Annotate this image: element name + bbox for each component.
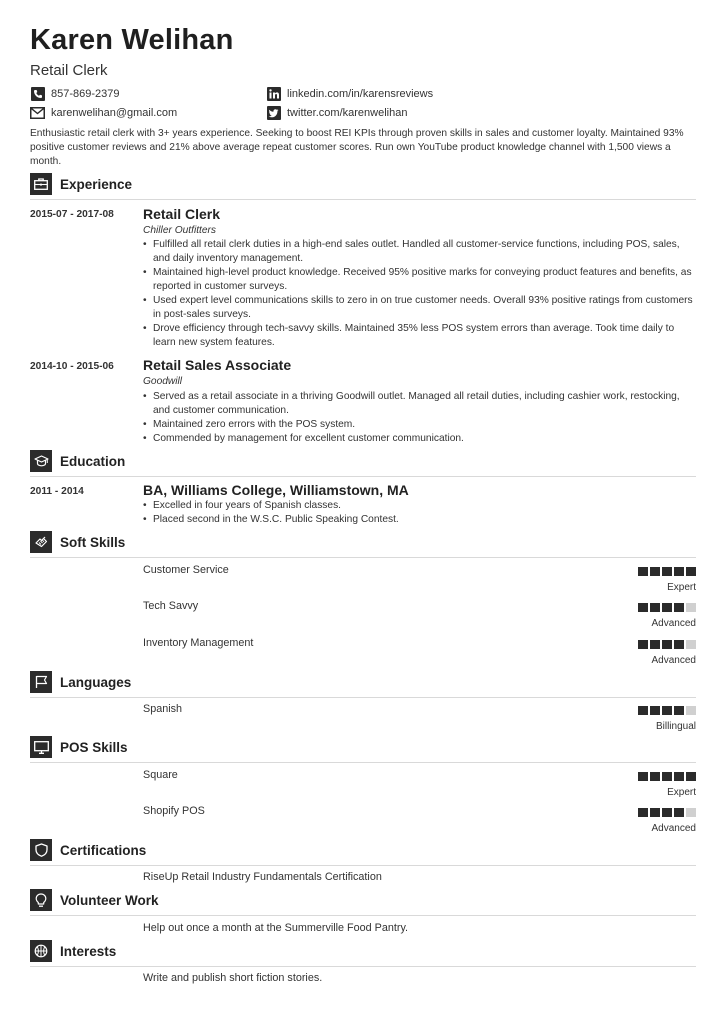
rating-box-filled [674,567,684,576]
rating-box-filled [650,603,660,612]
job-bullets [143,238,696,350]
skill-level [596,567,696,593]
job-title: Retail Clerk [143,206,221,222]
rating-box-filled [674,772,684,781]
list-item: • Placed second in the W.S.C. Public Speaking Contest. [143,513,696,527]
phone-text: 857-869-2379 [51,88,120,100]
section-title: Education [60,453,126,469]
section-title: Volunteer Work [60,892,159,908]
rating-box-empty [686,808,696,817]
skill-rating-boxes [596,808,696,818]
section-title: Certifications [60,842,147,858]
language-level [596,706,696,732]
rating-box-filled [662,567,672,576]
education-bullets [143,499,696,527]
skill-rating-boxes [596,603,696,613]
section-pos-skills [30,735,696,759]
skill-level-label: Expert [667,582,696,593]
volunteer-item: Help out once a month at the Summerville Food Pantry. [143,922,409,934]
basketball-icon [30,940,52,962]
skill-level-label: Advanced [651,655,696,666]
skill-name: Tech Savvy [143,600,199,612]
skill-level-label: Expert [667,787,696,798]
section-divider [30,199,696,200]
rating-box-filled [662,640,672,649]
linkedin-link[interactable]: linkedin.com/in/karensreviews [287,88,434,100]
rating-box-filled [686,772,696,781]
rating-box-filled [650,640,660,649]
rating-box-filled [686,567,696,576]
skill-name: Square [143,769,178,781]
rating-box-filled [674,640,684,649]
twitter-icon [266,106,281,121]
twitter-link[interactable]: twitter.com/karenwelihan [287,107,408,119]
rating-box-filled [638,640,648,649]
candidate-title: Retail Clerk [30,62,108,79]
job-company: Goodwill [143,376,183,387]
graduation-cap-icon [30,450,52,472]
list-item: • Commended by management for excellent customer communication. [143,432,696,446]
list-item: • Maintained zero errors with the POS system. [143,418,696,432]
rating-box-filled [650,706,660,715]
list-item: • Maintained high-level product knowledge. Received 95% positive marks for conveying product features and benefits, as reported in customer surveys. [143,266,696,294]
list-item: • Served as a retail associate in a thriving Goodwill outlet. Managed all retail duties, including cashier work, restocking, and customer communication. [143,390,696,418]
contact-phone [30,86,120,102]
section-divider [30,762,696,763]
section-title: Languages [60,674,132,690]
skill-name: Shopify POS [143,805,205,817]
email-link[interactable]: karenwelihan@gmail.com [51,107,178,119]
phone-icon [30,87,45,102]
list-item: • Fulfilled all retail clerk duties in a high-end sales outlet. Handled all customer-service functions, including POS, sales, and daily inventory management. [143,238,696,266]
list-item: • Excelled in four years of Spanish classes. [143,499,696,513]
section-title: Interests [60,943,117,959]
rating-box-filled [674,808,684,817]
rating-box-filled [662,603,672,612]
skill-level [596,603,696,629]
rating-box-filled [662,706,672,715]
list-item: • Drove efficiency through tech-savvy skills. Maintained 35% less POS system errors than average. Took time daily to learn new system features. [143,322,696,350]
flag-icon [30,671,52,693]
profile-summary: Enthusiastic retail clerk with 3+ years experience. Seeking to boost REI KPIs through proven skills in sales and customer loyalty. Maintained 93% positive customer reviews and 21% above average repeat customer scores. Run own YouTube product knowledge channel with 1,500 views a month. [30,128,684,167]
lightbulb-icon [30,889,52,911]
section-soft-skills [30,530,696,554]
rating-box-filled [650,567,660,576]
contact-twitter [266,105,407,121]
skill-name: Customer Service [143,564,229,576]
skill-level-label: Advanced [651,823,696,834]
skill-rating-boxes [596,567,696,577]
job-dates: 2014-10 - 2015-06 [30,361,114,372]
section-interests [30,939,696,963]
section-divider [30,865,696,866]
rating-box-empty [686,640,696,649]
section-title: Soft Skills [60,534,126,550]
linkedin-icon [266,87,281,102]
shield-icon [30,839,52,861]
rating-box-filled [674,603,684,612]
education-dates: 2011 - 2014 [30,486,84,497]
degree-title: BA, Williams College, Williamstown, MA [143,482,409,498]
section-languages [30,670,696,694]
list-item: • Used expert level communications skills to zero in on true customer needs. Overall 93% positive ratings from customers in post-sales surveys. [143,294,696,322]
section-certifications [30,838,696,862]
rating-box-empty [686,603,696,612]
skill-level [596,772,696,798]
rating-box-filled [638,772,648,781]
language-name: Spanish [143,703,183,715]
section-experience [30,172,696,196]
section-title: POS Skills [60,739,128,755]
rating-box-filled [674,706,684,715]
skill-name: Inventory Management [143,637,254,649]
skill-rating-boxes [596,640,696,650]
skill-level [596,640,696,666]
job-company: Chiller Outfitters [143,225,217,236]
contact-linkedin [266,86,433,102]
handshake-icon [30,531,52,553]
section-divider [30,966,696,967]
rating-box-filled [662,808,672,817]
rating-box-filled [638,808,648,817]
rating-box-filled [638,603,648,612]
skill-level-label: Advanced [651,618,696,629]
language-level-label: Billingual [655,721,696,732]
section-divider [30,557,696,558]
section-title: Experience [60,176,133,192]
rating-box-empty [686,706,696,715]
rating-box-filled [650,772,660,781]
briefcase-icon [30,173,52,195]
skill-rating-boxes [596,772,696,782]
section-divider [30,476,696,477]
section-divider [30,697,696,698]
section-education [30,449,696,473]
monitor-icon [30,736,52,758]
candidate-name: Karen Welihan [30,24,234,56]
rating-box-filled [638,567,648,576]
rating-box-filled [650,808,660,817]
language-rating-boxes [596,706,696,716]
contact-email [30,105,177,121]
section-divider [30,915,696,916]
rating-box-filled [662,772,672,781]
job-title: Retail Sales Associate [143,357,292,373]
interest-item: Write and publish short fiction stories. [143,972,323,984]
section-volunteer-work [30,888,696,912]
envelope-icon [30,106,45,121]
job-dates: 2015-07 - 2017-08 [30,209,114,220]
certification-item: RiseUp Retail Industry Fundamentals Certification [143,871,382,883]
job-bullets [143,390,696,446]
rating-box-filled [638,706,648,715]
skill-level [596,808,696,834]
